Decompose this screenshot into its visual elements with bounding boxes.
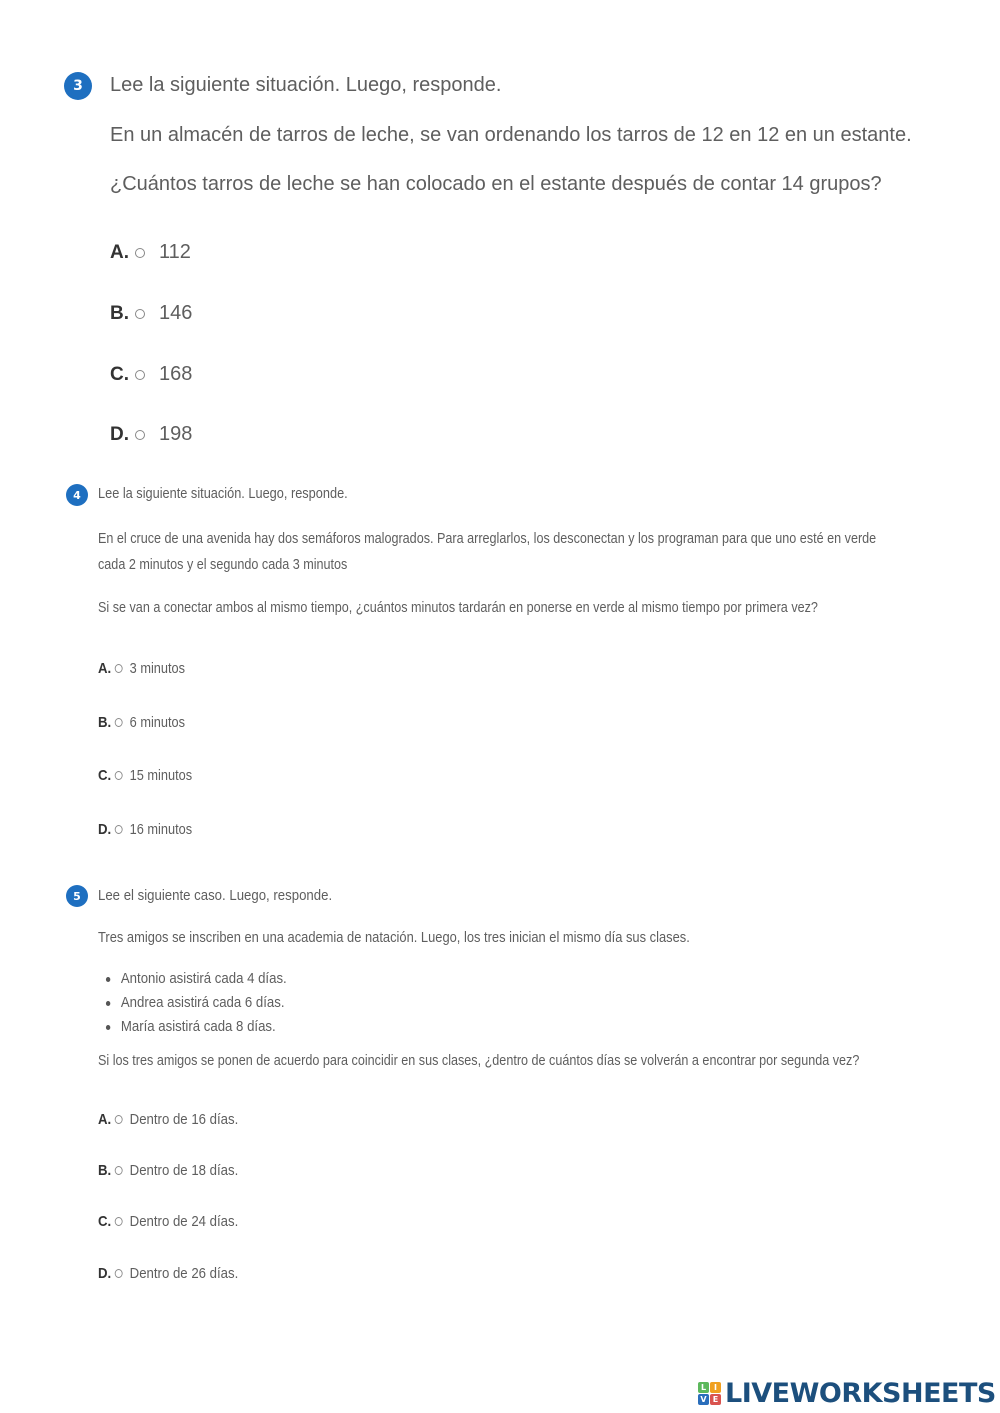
radio-icon[interactable] xyxy=(115,718,123,727)
radio-icon[interactable] xyxy=(135,248,145,258)
option-letter: B. xyxy=(110,302,129,324)
option-value: Dentro de 24 días. xyxy=(129,1213,239,1230)
q4-paragraph-line-2: cada 2 minutos y el segundo cada 3 minutos xyxy=(98,556,348,573)
q3-option-a[interactable] xyxy=(110,241,191,264)
q3-option-d[interactable] xyxy=(110,423,192,446)
logo-wordmark: LIVEWORKSHEETS xyxy=(725,1377,996,1409)
radio-icon[interactable] xyxy=(115,825,123,834)
radio-icon[interactable] xyxy=(135,370,145,380)
option-value: 15 minutos xyxy=(129,767,193,784)
q3-paragraph: En un almacén de tarros de leche, se van ordenando los tarros de 12 en 12 en un estante. xyxy=(110,124,912,146)
radio-icon[interactable] xyxy=(115,1166,123,1175)
option-value: 112 xyxy=(159,241,191,263)
q4-option-c[interactable] xyxy=(98,767,192,784)
q5-option-a[interactable] xyxy=(98,1111,238,1128)
radio-icon[interactable] xyxy=(115,1269,123,1278)
option-value: 168 xyxy=(159,363,193,385)
list-item: Andrea asistirá cada 6 días. xyxy=(98,991,287,1015)
logo-mark-i: I xyxy=(710,1382,721,1393)
option-value: 16 minutos xyxy=(129,821,193,838)
option-value: 3 minutos xyxy=(129,660,186,677)
logo-mark-l: L xyxy=(698,1382,709,1393)
radio-icon[interactable] xyxy=(115,771,123,780)
q4-intro: Lee la siguiente situación. Luego, responde. xyxy=(98,486,348,502)
logo-mark-v: V xyxy=(698,1394,709,1405)
option-letter: B. xyxy=(98,714,112,731)
radio-icon[interactable] xyxy=(115,1115,123,1124)
logo-mark-icon xyxy=(698,1382,721,1405)
bullet-icon xyxy=(106,977,110,982)
option-value: 146 xyxy=(159,302,193,324)
q5-bullet-list xyxy=(98,967,287,1039)
q3-intro: Lee la siguiente situación. Luego, responde. xyxy=(110,74,502,96)
q4-option-d[interactable] xyxy=(98,821,192,838)
option-letter: A. xyxy=(110,241,129,263)
question-number-badge-4: 4 xyxy=(66,484,88,506)
option-letter: C. xyxy=(98,767,112,784)
option-letter: C. xyxy=(98,1213,112,1230)
q3-question: ¿Cuántos tarros de leche se han colocado en el estante después de contar 14 grupos? xyxy=(110,173,882,195)
option-letter: D. xyxy=(98,821,112,838)
q5-option-d[interactable] xyxy=(98,1265,238,1282)
option-value: 6 minutos xyxy=(129,714,186,731)
q5-question: Si los tres amigos se ponen de acuerdo para coincidir en sus clases, ¿dentro de cuántos días se volverán a encontrar por segunda vez? xyxy=(98,1052,860,1069)
option-letter: D. xyxy=(110,423,129,445)
q5-paragraph: Tres amigos se inscriben en una academia de natación. Luego, los tres inician el mismo día sus clases. xyxy=(98,929,690,946)
q4-option-b[interactable] xyxy=(98,714,185,731)
logo-mark-e: E xyxy=(710,1394,721,1405)
q5-option-c[interactable] xyxy=(98,1213,238,1230)
bullet-icon xyxy=(106,1025,110,1030)
radio-icon[interactable] xyxy=(135,430,145,440)
q3-option-b[interactable] xyxy=(110,302,192,325)
list-item: María asistirá cada 8 días. xyxy=(98,1015,287,1039)
q3-option-c[interactable] xyxy=(110,363,192,386)
list-item: Antonio asistirá cada 4 días. xyxy=(98,967,287,991)
option-value: 198 xyxy=(159,423,193,445)
radio-icon[interactable] xyxy=(135,309,145,319)
q5-option-b[interactable] xyxy=(98,1162,238,1179)
bullet-icon xyxy=(106,1001,110,1006)
option-letter: A. xyxy=(98,660,112,677)
option-value: Dentro de 26 días. xyxy=(129,1265,239,1282)
option-value: Dentro de 18 días. xyxy=(129,1162,239,1179)
option-letter: A. xyxy=(98,1111,112,1128)
radio-icon[interactable] xyxy=(115,1217,123,1226)
option-letter: C. xyxy=(110,363,129,385)
option-letter: D. xyxy=(98,1265,112,1282)
q4-option-a[interactable] xyxy=(98,660,185,677)
question-number-badge-5: 5 xyxy=(66,885,88,907)
q4-question: Si se van a conectar ambos al mismo tiempo, ¿cuántos minutos tardarán en ponerse en verde al mismo tiempo por primera vez? xyxy=(98,599,818,616)
option-value: Dentro de 16 días. xyxy=(129,1111,239,1128)
question-number-badge-3: 3 xyxy=(64,72,92,100)
liveworksheets-logo xyxy=(698,1377,996,1409)
q5-intro: Lee el siguiente caso. Luego, responde. xyxy=(98,887,333,904)
radio-icon[interactable] xyxy=(115,664,123,673)
q4-paragraph-line-1: En el cruce de una avenida hay dos semáforos malogrados. Para arreglarlos, los desconectan y los programan para que uno esté en verde xyxy=(98,530,877,547)
option-letter: B. xyxy=(98,1162,112,1179)
